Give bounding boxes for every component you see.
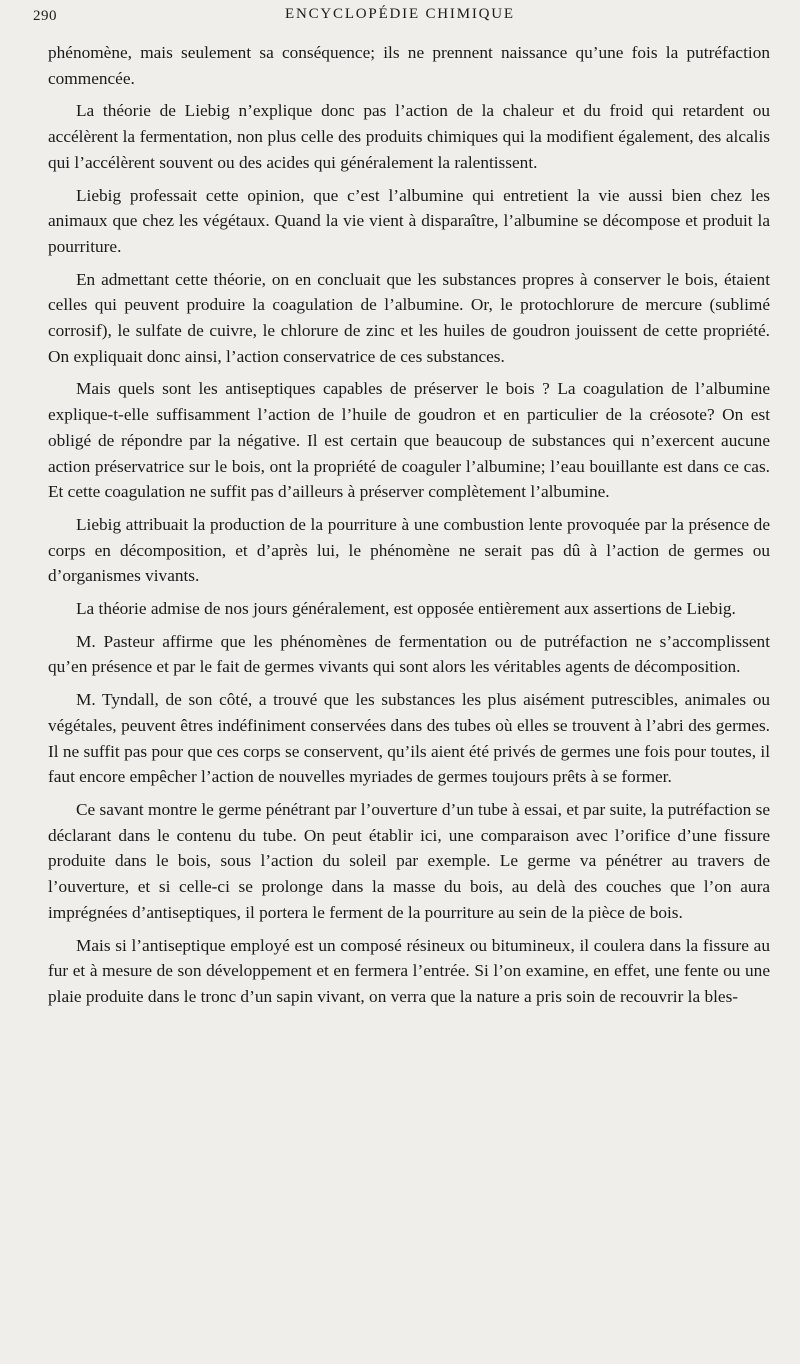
paragraph-tyndall: M. Tyndall, de son côté, a trouvé que les substances les plus aisément putrescibles, animales ou végétales, peuvent êtres indéfiniment conservées dans des tubes où elles se trouvent à l’abri des germes. Il ne suffit pas pour que ces corps se conservent, qu’ils aient été privés de germes une fois pour toutes, il faut encore empêcher l’action de nouvelles myriades de germes toujours prêts à se former.	[48, 690, 770, 787]
paragraph-pasteur: M. Pasteur affirme que les phénomènes de fermentation ou de putréfaction ne s’accomplissent qu’en présence et par le fait de germes vivants qui sont alors les véritables agents de décomposition.	[48, 631, 770, 677]
page-header	[0, 6, 800, 30]
paragraph-theorie-admise: La théorie admise de nos jours généralement, est opposée entièrement aux assertions de Liebig.	[76, 599, 736, 619]
paragraph-liebig-theory: La théorie de Liebig n’explique donc pas l’action de la chaleur et du froid qui retardent ou accélèrent la fermentation, non plus celle des produits chimiques qui la modifient également, des alcalis qui l’accélèrent souvent ou des acides qui généralement la ralentissent.	[48, 101, 770, 172]
body-text	[48, 40, 770, 1010]
paragraph-albumine: Liebig professait cette opinion, que c’est l’albumine qui entretient la vie aussi bien chez les animaux que chez les végétaux. Quand la vie vient à disparaître, l’albumine se décompose et produit la pourriture.	[48, 185, 770, 256]
running-title: ENCYCLOPÉDIE CHIMIQUE	[285, 6, 515, 22]
paragraph-continuation: phénomène, mais seulement sa conséquence; ils ne prennent naissance qu’une fois la putréfaction commencée.	[48, 43, 770, 88]
paragraph-coagulation: En admettant cette théorie, on en concluait que les substances propres à conserver le bois, étaient celles qui peuvent produire la coagulation de l’albumine. Or, le protochlorure de mercure (sublimé corrosif), le sulfate de cuivre, le chlorure de zinc et les huiles de goudron jouissent de cette propriété. On expliquait donc ainsi, l’action conservatrice de ces substances.	[48, 269, 770, 366]
paragraph-combustion: Liebig attribuait la production de la pourriture à une combustion lente provoquée par la présence de corps en décomposition, et d’après lui, le phénomène ne serait pas dû à l’action de germes ou d’organismes vivants.	[48, 514, 770, 586]
page-number: 290	[33, 8, 57, 24]
paragraph-antiseptiques: Mais quels sont les antiseptiques capables de préserver le bois ? La coagulation de l’albumine explique-t-elle suffisamment l’action de l’huile de goudron et en particulier de la créosote? On est obligé de répondre par la négative. Il est certain que beaucoup de substances qui n’exercent aucune action préservatrice sur le bois, ont la propriété de coaguler l’albumine; l’eau bouillante est dans ce cas. Et cette coagulation ne suffit pas d’ailleurs à préserver complètement l’albumine.	[48, 379, 770, 502]
paragraph-resineux: Mais si l’antiseptique employé est un composé résineux ou bitumineux, il coulera dans la fissure au fur et à mesure de son développement et en fermera l’entrée. Si l’on examine, en effet, une fente ou une plaie produite dans le tronc d’un sapin vivant, on verra que la nature a pris soin de recouvrir la bles-	[48, 935, 770, 1006]
paragraph-tube-essai: Ce savant montre le germe pénétrant par l’ouverture d’un tube à essai, et par suite, la putréfaction se déclarant dans le contenu du tube. On peut établir ici, une comparaison avec l’orifice d’une fissure produite dans le bois, sous l’action du soleil par exemple. Le germe va pénétrer au travers de l’ouverture, et si celle-ci se prolonge dans la masse du bois, au delà des couches que l’on aura imprégnées d’antiseptiques, il portera le ferment de la pourriture au sein de la pièce de bois.	[48, 799, 770, 922]
